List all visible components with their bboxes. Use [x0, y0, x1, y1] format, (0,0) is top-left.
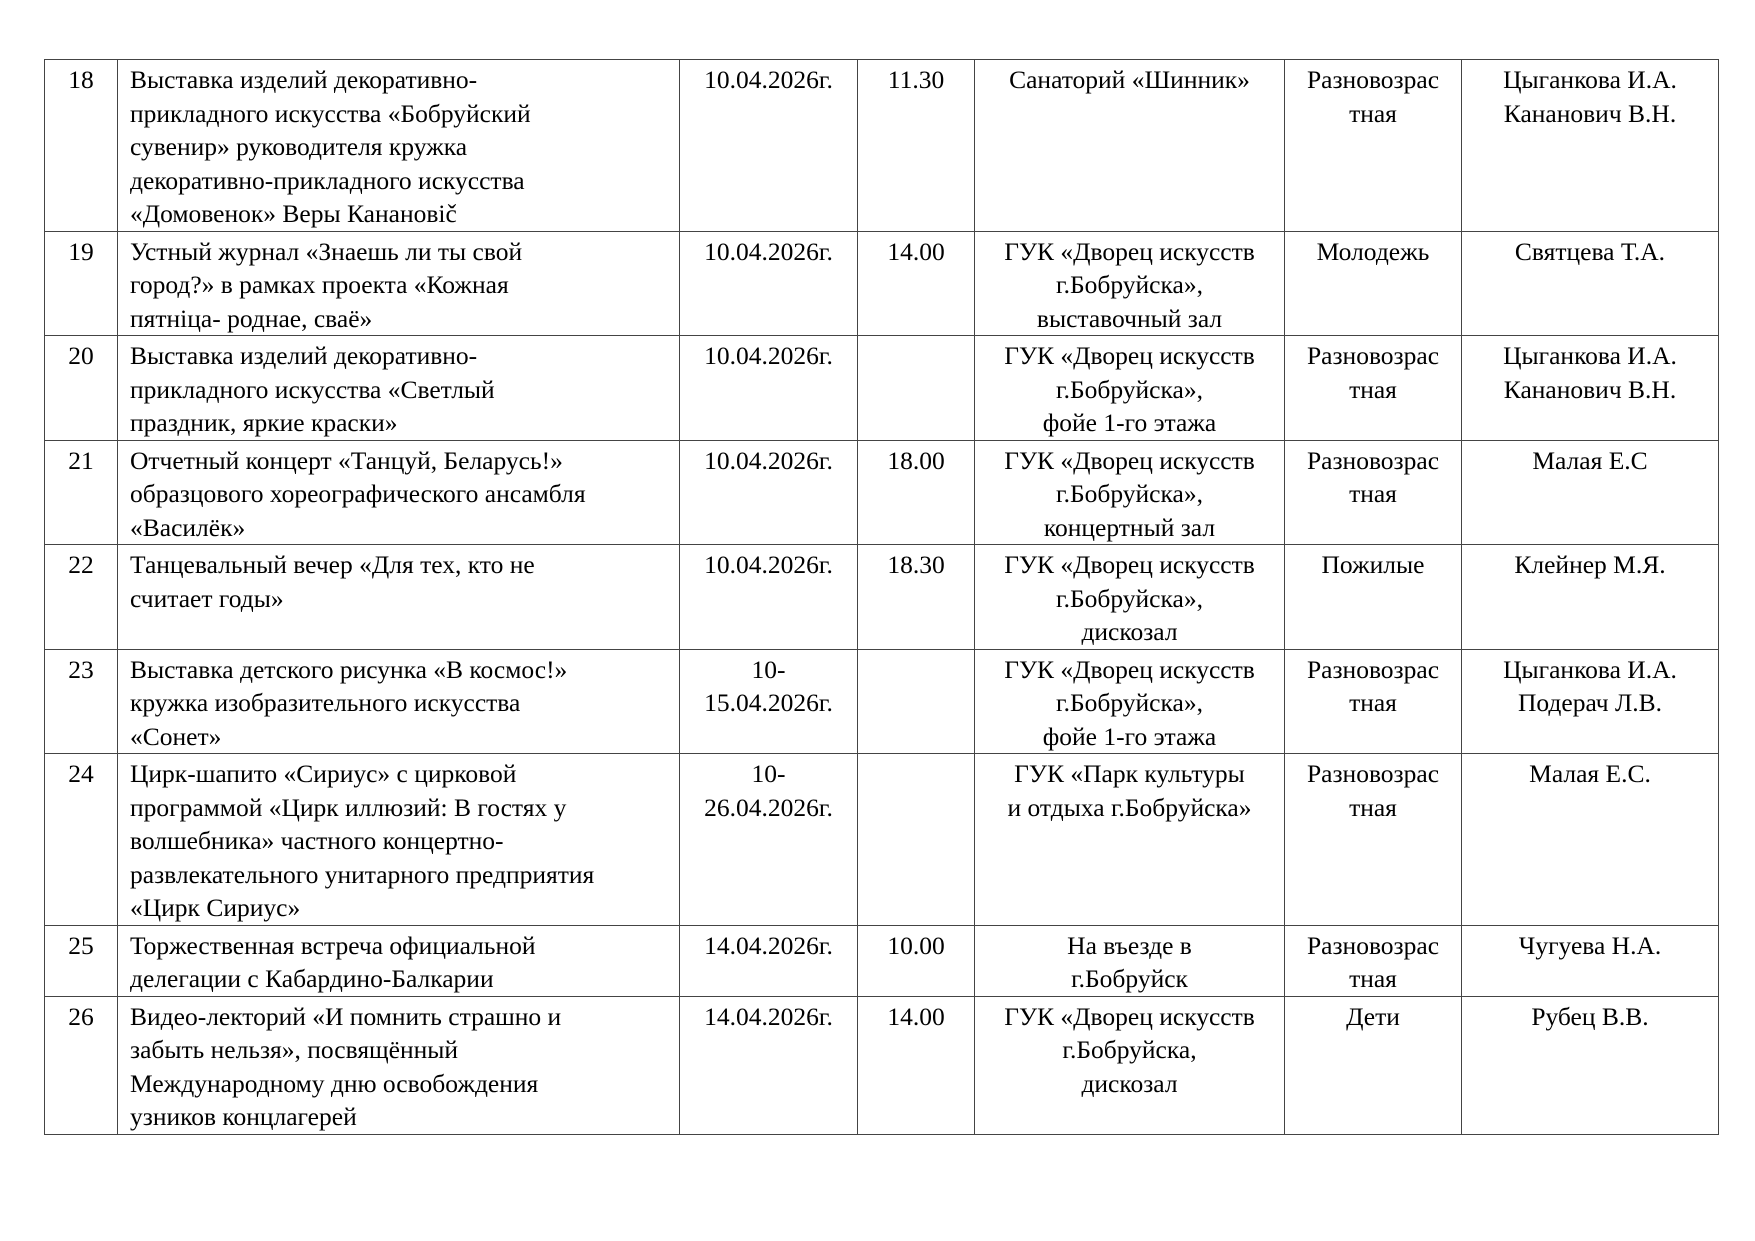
cell-time	[858, 996, 975, 1134]
cell-venue-line: ГУК «Дворец искусств	[1004, 236, 1255, 266]
cell-audience-line: тная	[1349, 688, 1397, 717]
cell-date-line: 26.04.2026г.	[704, 792, 833, 822]
cell-event-name	[118, 996, 680, 1134]
cell-event-name-line: программой «Цирк иллюзий: В гостях у	[130, 792, 567, 822]
cell-date-line: 14.04.2026г.	[704, 930, 833, 960]
cell-responsible-line: Кананович В.Н.	[1503, 98, 1677, 128]
cell-number	[45, 996, 118, 1134]
cell-date-line: 10.04.2026г.	[704, 445, 833, 475]
cell-audience	[1285, 545, 1462, 650]
cell-audience	[1285, 336, 1462, 441]
cell-event-name-line: «Цирк Сириус»	[130, 893, 301, 922]
cell-number-text: 22	[68, 550, 94, 579]
cell-audience	[1285, 231, 1462, 336]
cell-responsible-line: Кананович В.Н.	[1503, 374, 1677, 404]
cell-responsible-line: Святцева Т.А.	[1514, 236, 1666, 266]
cell-date	[680, 545, 858, 650]
cell-venue-line: выставочный зал	[1036, 303, 1223, 333]
cell-responsible-line: Цыганкова И.А.	[1503, 65, 1677, 94]
events-table-body	[45, 60, 1719, 1135]
cell-venue	[975, 754, 1285, 926]
cell-number-text: 25	[68, 930, 94, 960]
cell-event-name-line: Устный журнал «Знаешь ли ты свой	[130, 236, 523, 266]
table-row	[45, 754, 1719, 926]
cell-date-line: 14.04.2026г.	[704, 1001, 833, 1031]
cell-date-line: 10.04.2026г.	[704, 550, 833, 579]
cell-date	[680, 649, 858, 754]
cell-event-name-line: город?» в рамках проекта «Кожная	[130, 270, 509, 299]
cell-number-text: 23	[68, 654, 94, 684]
cell-number-text: 26	[68, 1001, 94, 1031]
cell-number-text: 19	[68, 236, 94, 266]
cell-venue-line: дискозал	[1081, 617, 1178, 646]
table-row	[45, 336, 1719, 441]
cell-venue-line: фойе 1-го этажа	[1042, 408, 1217, 437]
cell-venue	[975, 925, 1285, 996]
cell-responsible	[1462, 649, 1719, 754]
cell-responsible	[1462, 336, 1719, 441]
cell-venue	[975, 545, 1285, 650]
cell-venue-line: Санаторий «Шинник»	[1009, 65, 1250, 94]
cell-time-text: 18.30	[887, 550, 945, 579]
cell-venue	[975, 336, 1285, 441]
cell-venue	[975, 440, 1285, 545]
cell-venue-line: На въезде в	[1067, 930, 1192, 960]
cell-venue-line: дискозал	[1081, 1068, 1178, 1098]
cell-venue-line: г.Бобруйска»,	[1056, 374, 1203, 404]
cell-time	[858, 336, 975, 441]
cell-audience-line: Разновозрас	[1306, 930, 1440, 960]
cell-date-line: 10.04.2026г.	[704, 236, 833, 266]
cell-event-name-line: забыть нельзя», посвящённый	[130, 1035, 459, 1064]
cell-responsible-line: Подерач Л.В.	[1517, 688, 1663, 717]
cell-time-text: 14.00	[887, 236, 945, 266]
cell-time-text: 11.30	[887, 65, 945, 94]
cell-responsible	[1462, 996, 1719, 1134]
cell-date-line: 10-	[751, 654, 786, 684]
table-row	[45, 545, 1719, 650]
cell-venue-line: ГУК «Дворец искусств	[1004, 654, 1255, 684]
table-row	[45, 925, 1719, 996]
cell-date	[680, 925, 858, 996]
cell-responsible	[1462, 440, 1719, 545]
cell-date	[680, 996, 858, 1134]
cell-venue	[975, 231, 1285, 336]
cell-event-name	[118, 336, 680, 441]
cell-date-line: 15.04.2026г.	[704, 688, 833, 717]
cell-date-line: 10-	[751, 759, 786, 788]
cell-audience-line: Разновозрас	[1306, 341, 1440, 370]
cell-event-name-line: делегации с Кабардино-Балкарии	[130, 964, 494, 993]
cell-responsible	[1462, 231, 1719, 336]
cell-time	[858, 545, 975, 650]
cell-audience-line: тная	[1349, 792, 1397, 822]
cell-date	[680, 231, 858, 336]
cell-time	[858, 649, 975, 754]
cell-event-name-line: развлекательного унитарного предприятия	[130, 859, 595, 889]
cell-event-name-line: декоративно-прикладного искусства	[130, 165, 525, 195]
cell-event-name	[118, 649, 680, 754]
cell-responsible	[1462, 925, 1719, 996]
cell-event-name-line: «Василёк»	[130, 512, 246, 542]
table-row	[45, 231, 1719, 336]
cell-event-name-line: образцового хореографического ансамбля	[130, 479, 586, 508]
cell-venue-line: ГУК «Дворец искусств	[1004, 341, 1255, 370]
cell-event-name	[118, 60, 680, 232]
cell-number-text: 21	[68, 445, 94, 475]
cell-event-name-line: Танцевальный вечер «Для тех, кто не	[130, 550, 535, 579]
cell-date	[680, 440, 858, 545]
cell-venue	[975, 649, 1285, 754]
cell-event-name	[118, 754, 680, 926]
table-row	[45, 649, 1719, 754]
cell-venue-line: г.Бобруйска»,	[1056, 688, 1203, 717]
cell-event-name-line: «Сонет»	[130, 721, 222, 751]
cell-event-name-line: праздник, яркие краски»	[130, 408, 398, 437]
cell-responsible-line: Цыганкова И.А.	[1503, 341, 1677, 370]
cell-event-name	[118, 440, 680, 545]
cell-audience-line: тная	[1349, 98, 1397, 128]
cell-venue-line: ГУК «Дворец искусств	[1004, 1001, 1255, 1031]
cell-date	[680, 60, 858, 232]
cell-responsible-line: Цыганкова И.А.	[1503, 654, 1677, 684]
cell-venue-line: концертный зал	[1043, 512, 1216, 542]
cell-time-text: 18.00	[887, 445, 945, 475]
cell-audience	[1285, 996, 1462, 1134]
cell-event-name-line: Торжественная встреча официальной	[130, 930, 536, 960]
cell-event-name-line: Отчетный концерт «Танцуй, Беларусь!»	[130, 445, 563, 475]
cell-audience-line: Пожилые	[1321, 550, 1425, 579]
cell-date-line: 10.04.2026г.	[704, 341, 833, 370]
cell-number	[45, 925, 118, 996]
cell-date-line: 10.04.2026г.	[704, 65, 833, 94]
cell-date	[680, 754, 858, 926]
cell-venue	[975, 60, 1285, 232]
cell-event-name-line: Выставка детского рисунка «В космос!»	[130, 654, 568, 684]
cell-event-name-line: пятніца- роднае, сваё»	[130, 303, 373, 333]
cell-responsible-line: Рубец В.В.	[1531, 1001, 1649, 1031]
cell-date	[680, 336, 858, 441]
cell-event-name	[118, 925, 680, 996]
cell-event-name-line: Выставка изделий декоративно-	[130, 341, 478, 370]
cell-responsible	[1462, 60, 1719, 232]
cell-number	[45, 231, 118, 336]
cell-time-text: 10.00	[887, 930, 945, 960]
cell-responsible-line: Малая Е.С.	[1529, 759, 1651, 788]
cell-audience	[1285, 60, 1462, 232]
cell-number	[45, 754, 118, 926]
cell-event-name	[118, 231, 680, 336]
cell-event-name-line: «Домовенок» Веры Канановič	[130, 199, 457, 228]
cell-venue-line: г.Бобруйск	[1071, 964, 1188, 993]
cell-venue-line: г.Бобруйска,	[1062, 1035, 1197, 1064]
cell-event-name-line: считает годы»	[130, 583, 284, 613]
cell-event-name-line: прикладного искусства «Бобруйский	[130, 98, 531, 128]
events-table	[44, 59, 1719, 1135]
cell-event-name-line: узников концлагерей	[130, 1102, 357, 1131]
cell-event-name-line: Цирк-шапито «Сириус» с цирковой	[130, 759, 517, 788]
table-row	[45, 440, 1719, 545]
cell-event-name	[118, 545, 680, 650]
cell-audience-line: Молодежь	[1316, 236, 1430, 266]
cell-number	[45, 649, 118, 754]
cell-venue-line: ГУК «Дворец искусств	[1004, 445, 1255, 475]
cell-venue-line: ГУК «Дворец искусств	[1004, 550, 1255, 579]
cell-responsible-line: Чугуева Н.А.	[1518, 930, 1662, 960]
cell-event-name-line: сувенир» руководителя кружка	[130, 132, 468, 161]
cell-responsible	[1462, 754, 1719, 926]
cell-audience	[1285, 925, 1462, 996]
table-row	[45, 60, 1719, 232]
cell-number	[45, 440, 118, 545]
cell-event-name-line: Видео-лекторий «И помнить страшно и	[130, 1001, 562, 1031]
cell-audience-line: Дети	[1346, 1001, 1400, 1031]
cell-venue-line: и отдыха г.Бобруйска»	[1007, 792, 1252, 822]
cell-responsible-line: Малая Е.С	[1532, 445, 1648, 475]
cell-audience-line: тная	[1349, 964, 1397, 993]
cell-audience-line: тная	[1349, 374, 1397, 404]
cell-event-name-line: прикладного искусства «Светлый	[130, 374, 495, 404]
cell-number-text: 18	[68, 65, 94, 94]
cell-responsible-line: Клейнер М.Я.	[1514, 550, 1666, 579]
cell-time	[858, 440, 975, 545]
cell-venue-line: г.Бобруйска»,	[1056, 583, 1203, 613]
cell-event-name-line: кружка изобразительного искусства	[130, 688, 521, 717]
cell-venue-line: ГУК «Парк культуры	[1014, 759, 1245, 788]
cell-time	[858, 60, 975, 232]
cell-audience-line: тная	[1349, 479, 1397, 508]
cell-number	[45, 545, 118, 650]
cell-venue-line: г.Бобруйска»,	[1056, 479, 1203, 508]
cell-event-name-line: волшебника» частного концертно-	[130, 826, 504, 855]
cell-time	[858, 754, 975, 926]
cell-audience-line: Разновозрас	[1306, 759, 1440, 788]
cell-number-text: 20	[68, 341, 94, 370]
cell-time	[858, 925, 975, 996]
cell-number-text: 24	[68, 759, 94, 788]
cell-number	[45, 336, 118, 441]
cell-venue-line: г.Бобруйска»,	[1056, 270, 1203, 299]
cell-event-name-line: Международному дню освобождения	[130, 1068, 539, 1098]
cell-audience-line: Разновозрас	[1306, 654, 1440, 684]
cell-number	[45, 60, 118, 232]
cell-time	[858, 231, 975, 336]
cell-audience	[1285, 440, 1462, 545]
cell-venue-line: фойе 1-го этажа	[1042, 721, 1217, 751]
cell-time-text: 14.00	[887, 1001, 945, 1031]
cell-audience-line: Разновозрас	[1306, 445, 1440, 475]
cell-audience-line: Разновозрас	[1306, 65, 1440, 94]
cell-audience	[1285, 649, 1462, 754]
table-row	[45, 996, 1719, 1134]
cell-audience	[1285, 754, 1462, 926]
cell-responsible	[1462, 545, 1719, 650]
cell-event-name-line: Выставка изделий декоративно-	[130, 65, 478, 94]
cell-venue	[975, 996, 1285, 1134]
